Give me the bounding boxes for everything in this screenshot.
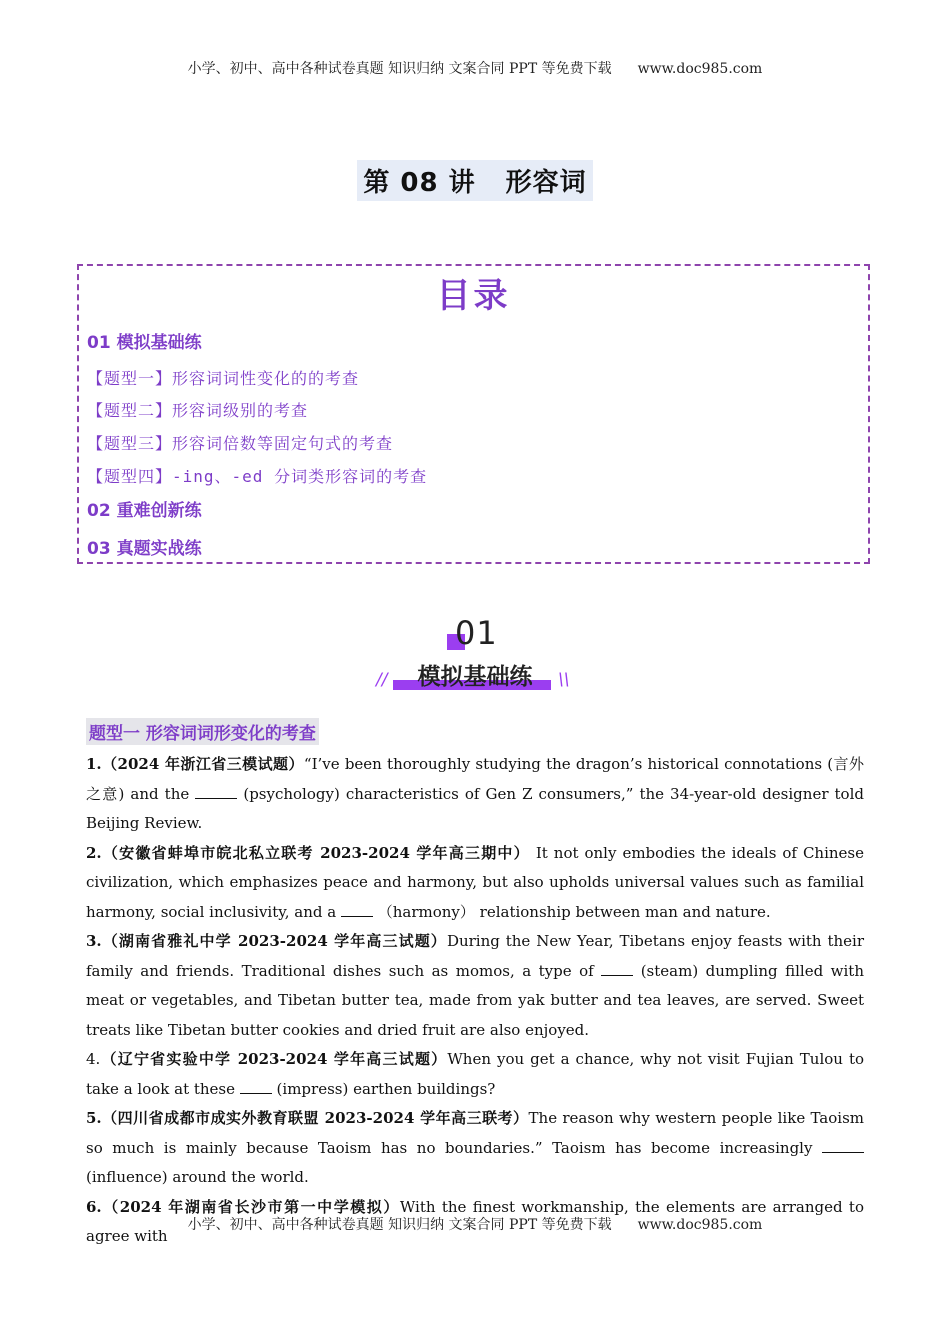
- question-number: 4.: [86, 1050, 101, 1068]
- question-text: With the finest workmanship, the elements are arranged to agree with: [86, 1197, 864, 1245]
- question-source: （安徽省蚌埠市皖北私立联考 2023-2024 学年高三期中）: [101, 843, 530, 862]
- toc-item-4[interactable]: 【题型四】-ing、-ed 分词类形容词的考查: [87, 467, 428, 486]
- question-number: 6.: [86, 1197, 102, 1216]
- question-number: 3.: [86, 932, 102, 950]
- question-source: （2024 年湖南省长沙市第一中学模拟）: [101, 1197, 400, 1216]
- question-source: （湖南省雅礼中学 2023-2024 学年高三试题）: [101, 932, 447, 950]
- question-number: 2.: [86, 843, 102, 862]
- question-text: (impress) earthen buildings?: [271, 1079, 496, 1098]
- question-item: [86, 750, 864, 839]
- answer-blank[interactable]: [601, 963, 633, 976]
- lecture-number: 第 08 讲: [363, 168, 476, 198]
- toc-item-2[interactable]: 【题型二】形容词级别的考查: [87, 401, 309, 420]
- footer-url[interactable]: www.doc985.com: [637, 1217, 763, 1233]
- toc-section-2[interactable]: 02 重难创新练: [87, 501, 202, 521]
- toc-item-1[interactable]: 【题型一】形容词词性变化的的考查: [87, 369, 360, 388]
- question-item: [86, 839, 864, 928]
- toc-item-3[interactable]: 【题型三】形容词倍数等固定句式的考查: [87, 434, 394, 453]
- table-of-contents: [77, 264, 870, 564]
- toc-section-1[interactable]: 01 模拟基础练: [87, 333, 202, 353]
- question-number: 5.: [86, 1109, 102, 1127]
- question-item: [86, 1104, 864, 1193]
- question-item: [86, 927, 864, 1045]
- answer-blank[interactable]: [341, 904, 373, 917]
- question-text: (steam) dumpling filled with meat or vegetables, and Tibetan butter tea, made from yak butter and tea leaves, are served. Sweet treats like Tibetan butter cookies and dried fruit are also enjoyed.: [86, 961, 864, 1039]
- toc-heading: 目录: [436, 276, 511, 316]
- page-footer: [0, 1214, 950, 1234]
- header-url[interactable]: www.doc985.com: [637, 61, 763, 77]
- answer-blank[interactable]: [195, 786, 237, 799]
- question-text: When you get a chance, why not visit Fujian Tulou to take a look at these: [86, 1050, 864, 1098]
- header-text: 小学、初中、高中各种试卷真题 知识归纳 文案合同 PPT 等免费下载: [187, 61, 612, 77]
- question-source: （辽宁省实验中学 2023-2024 学年高三试题）: [100, 1050, 448, 1068]
- question-text: （harmony） relationship between man and nature.: [372, 902, 771, 921]
- question-number: 1.: [86, 755, 102, 773]
- page-title-wrap: [0, 160, 950, 201]
- question-list: [86, 750, 864, 1252]
- badge-label: 模拟基础练: [417, 664, 533, 690]
- question-source: （四川省成都市成实外教育联盟 2023-2024 学年高三联考）: [101, 1109, 529, 1127]
- question-text: (psychology) characteristics of Gen Z consumers,” the 34-year-old designer told Beijing Review.: [86, 784, 864, 832]
- badge-number: 01: [455, 614, 498, 652]
- question-text: (influence) around the world.: [86, 1168, 309, 1186]
- question-type-title: 题型一 形容词词形变化的考查: [86, 718, 319, 745]
- question-text: During the New Year, Tibetans enjoy feasts with their family and friends. Traditional dishes such as momos, a type of: [86, 932, 865, 980]
- page-header: [0, 58, 950, 78]
- page-title: [357, 160, 592, 201]
- question-text: The reason why western people like Taoism so much is mainly because Taoism has no boundaries.” Taoism has become increasingly: [86, 1109, 864, 1157]
- right-slash-decoration: \\: [558, 670, 570, 690]
- section-badge: [0, 614, 950, 694]
- left-slash-decoration: //: [376, 670, 388, 690]
- footer-text: 小学、初中、高中各种试卷真题 知识归纳 文案合同 PPT 等免费下载: [187, 1217, 612, 1233]
- question-source: （2024 年浙江省三模试题）: [101, 755, 304, 773]
- toc-section-3[interactable]: 03 真题实战练: [87, 539, 202, 559]
- question-item: [86, 1045, 864, 1104]
- answer-blank[interactable]: [240, 1081, 272, 1094]
- lecture-topic: 形容词: [505, 168, 587, 198]
- question-text: “I’ve been thoroughly studying the dragon’s historical connotations (言外之意) and the: [86, 755, 864, 803]
- answer-blank[interactable]: [822, 1140, 864, 1153]
- question-text: It not only embodies the ideals of Chinese civilization, which emphasizes peace and harmony, but also upholds universal values such as familial harmony, social inclusivity, and a: [86, 843, 864, 921]
